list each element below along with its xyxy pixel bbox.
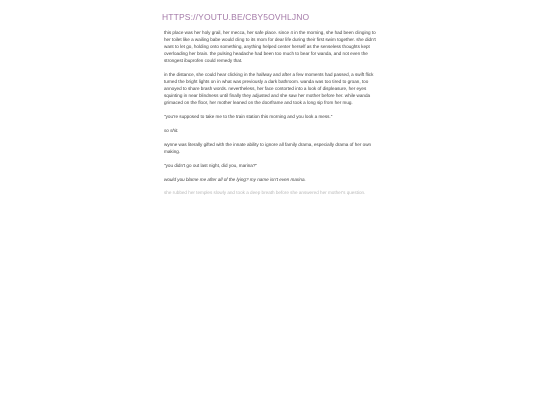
story-paragraph: this place was her holy grail, her mecca, her safe place. since 4 in the morning, she had been clinging to her toilet like a wailing babe would cling to its mom for dear life during their first swim together. she didn't want to let go, holding onto something, anything helped center herself as the senseless thoughts kept overloading her brain. the pulsing headache had been too much to bear for wanda, and not even the strongest ibuprofen could remedy that. [164, 30, 376, 63]
story-paragraph: in the distance, she could hear clicking in the hallway and after a few moments had passed, a swift flick turned the bright lights on in what was previously a dark bathroom. wanda was too tired to groan, too annoyed to share brash words. nevertheless, her face contorted into a look of displeasure, her eyes squinting in near blindness until finally they adjusted and she saw her mother before her. while wanda grimaced on the floor, her mother leaned on the doorframe and took a long sip from her mug. [164, 72, 374, 105]
story-paragraph: so shit. [164, 128, 179, 133]
story-paragraph: wynne was literally gifted with the innate ability to ignore all family drama, especially drama of her own making. [164, 142, 372, 154]
story-paragraph: "you didn't go out last night, did you, marina?" [164, 163, 258, 168]
story-paragraph-cutoff: she rubbed her temples slowly and took a deep breath before she answered her mother's question. [164, 190, 366, 195]
story-paragraph: would you blame me after all of the lying? my name isn't even marina. [164, 177, 306, 182]
youtube-link[interactable]: HTTPS://YOUTU.BE/CBY5OVHLJNO [162, 12, 310, 22]
story-body [164, 29, 378, 199]
story-paragraph: "you're supposed to take me to the train station this morning and you look a mess." [164, 114, 333, 119]
